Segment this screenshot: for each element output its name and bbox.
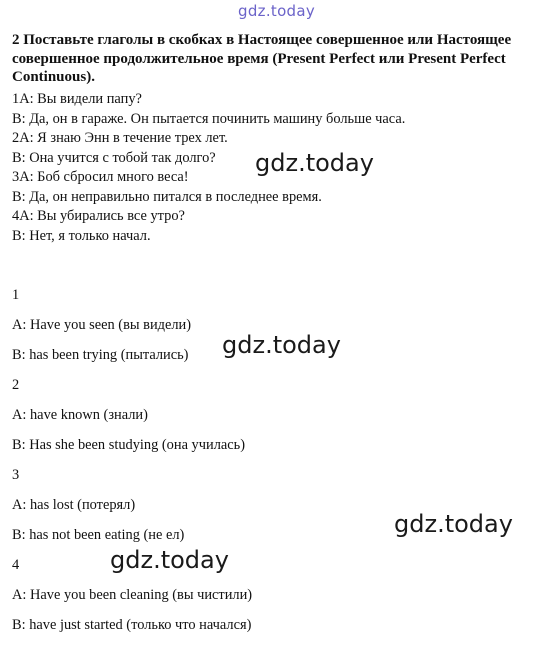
answer-line-a: A: Have you been cleaning (вы чистили)	[12, 587, 253, 603]
watermark-middle-2: gdz.today	[222, 331, 341, 359]
answer-line-a: A: have known (знали)	[12, 407, 148, 423]
watermark-middle-1: gdz.today	[255, 149, 374, 177]
answer-line-b: B: has not been eating (не ел)	[12, 527, 185, 543]
answer-line-b: B: Has she been studying (она училась)	[12, 437, 246, 453]
answer-number: 1	[12, 287, 20, 303]
answer-number: 2	[12, 377, 20, 393]
dialog-line: 1А: Вы видели папу?	[12, 91, 142, 107]
dialog-line: 2А: Я знаю Энн в течение трех лет.	[12, 130, 228, 146]
answer-line-b: B: have just started (только что начался)	[12, 617, 252, 633]
answer-number: 3	[12, 467, 20, 483]
watermark-right: gdz.today	[394, 510, 513, 538]
watermark-bottom: gdz.today	[110, 546, 229, 574]
dialog-line: В: Она учится с тобой так долго?	[12, 149, 216, 166]
dialog-line: В: Да, он в гараже. Он пытается починить машину больше часа.	[12, 110, 406, 127]
answer-line-a: A: Have you seen (вы видели)	[12, 317, 192, 333]
watermark-top: gdz.today	[238, 2, 316, 20]
dialog-line: 3А: Боб сбросил много веса!	[12, 169, 189, 185]
answer-number: 4	[12, 557, 20, 573]
dialog-line: В: Да, он неправильно питался в последнее время.	[12, 188, 322, 205]
dialog-line: 4А: Вы убирались все утро?	[12, 208, 185, 224]
exercise-heading: 2 Поставьте глаголы в скобках в Настоящее совершенное или Настоящее совершенное продолжительное время (Present Perfect или Present Perfect Continuous).	[12, 32, 512, 85]
answer-line-a: A: has lost (потерял)	[12, 497, 136, 513]
dialog-line: В: Нет, я только начал.	[12, 227, 151, 244]
answer-line-b: B: has been trying (пытались)	[12, 347, 189, 363]
